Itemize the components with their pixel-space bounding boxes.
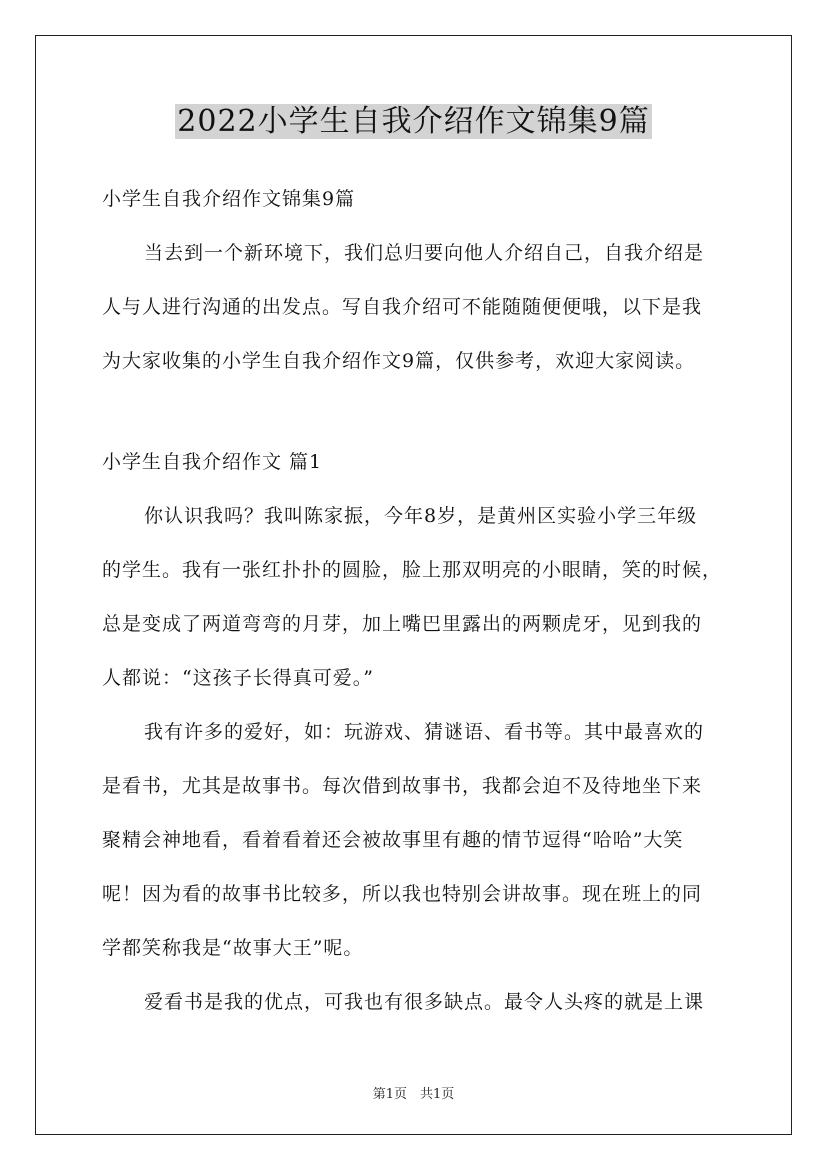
document-title [0, 100, 827, 144]
intro-line: 人与人进行沟通的出发点。写自我介绍可不能随随便便哦，以下是我 [102, 296, 703, 318]
page-number: 第1页 共1页 [372, 1087, 455, 1102]
paragraph-line: 聚精会神地看，看着看着还会被故事里有趣的情节逗得“哈哈”大笑 [102, 829, 684, 851]
intro-line: 当去到一个新环境下，我们总归要向他人介绍自己，自我介绍是 [144, 242, 705, 264]
document-title-text: 2022小学生自我介绍作文锦集9篇 [177, 104, 650, 139]
section-heading: 小学生自我介绍作文 篇1 [102, 451, 323, 473]
section-spacer [102, 388, 730, 435]
paragraph-line: 爱看书是我的优点，可我也有很多缺点。最令人头疼的就是上课 [144, 991, 705, 1013]
paragraph-line: 你认识我吗？我叫陈家振，今年8岁，是黄州区实验小学三年级 [144, 505, 698, 527]
paragraph-line: 总是变成了两道弯弯的月芽，加上嘴巴里露出的两颗虎牙，见到我的 [102, 613, 703, 635]
paragraph-line: 呢！因为看的故事书比较多，所以我也特别会讲故事。现在班上的同 [102, 883, 703, 905]
paragraph-line: 学都笑称我是“故事大王”呢。 [102, 937, 364, 959]
document-subtitle: 小学生自我介绍作文锦集9篇 [102, 188, 356, 210]
paragraph-line: 的学生。我有一张红扑扑的圆脸，脸上那双明亮的小眼睛，笑的时候， [102, 559, 723, 581]
intro-line: 为大家收集的小学生自我介绍作文9篇，仅供参考，欢迎大家阅读。 [102, 350, 696, 372]
paragraph-line: 人都说：“这孩子长得真可爱。” [102, 667, 374, 689]
paragraph-line: 是看书，尤其是故事书。每次借到故事书，我都会迫不及待地坐下来 [102, 775, 703, 797]
document-body [102, 172, 730, 1029]
paragraph-line: 我有许多的爱好，如：玩游戏、猜谜语、看书等。其中最喜欢的 [144, 721, 705, 743]
